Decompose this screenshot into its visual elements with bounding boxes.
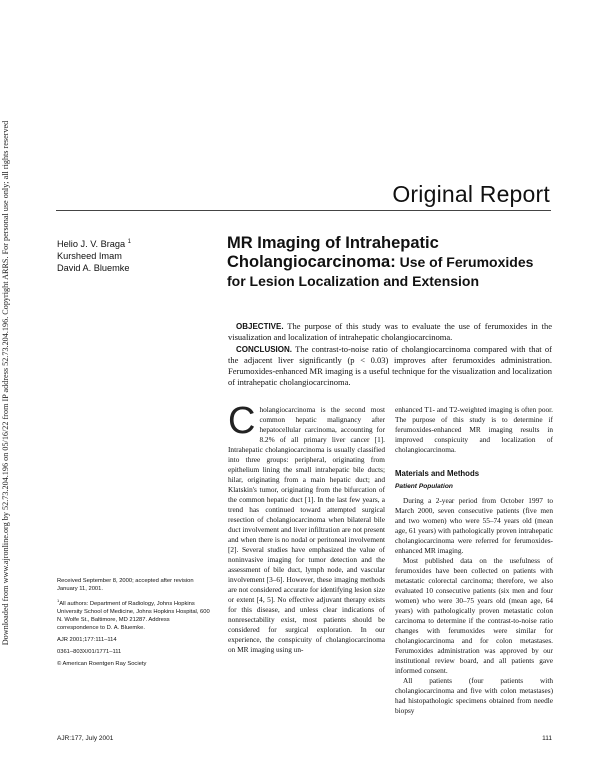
abstract-conclusion: CONCLUSION. The contrast-to-noise ratio of cholangiocarcinoma compared with that of the adjacent liver significantly (p < 0.03) improves after ferumoxides administration. Ferumoxides-enhanced MR imaging is a useful technique for the visualization and localization of intrahepatic cholangiocarcinoma. <box>228 344 552 387</box>
body-column-right <box>395 405 553 716</box>
body-paragraph: During a 2-year period from October 1997 to March 2000, seven consecutive patients (five men and two women) who were 55–74 years old (mean age, 61 years) with pathologically proven intrahepatic cholangiocarcinoma were referred for ferumoxides-enhanced MR imaging. <box>395 496 553 555</box>
citation: AJR 2001;177:111–114 <box>57 636 117 643</box>
journal-footer: AJR:177, July 2001 <box>57 735 114 742</box>
section-heading: Materials and Methods <box>395 469 480 478</box>
footnotes <box>57 577 210 672</box>
drop-cap: C <box>228 400 256 442</box>
copyright: © American Roentgen Ray Society <box>57 660 147 667</box>
body-column-left <box>228 400 385 655</box>
author-name: Kursheed Imam <box>57 251 122 262</box>
issn: 0361–803X/01/1771–111 <box>57 648 122 655</box>
body-paragraph: Most published data on the usefulness of ferumoxides have been collected on patients with metastatic colorectal carcinoma; therefore, we also evaluated 10 consecutive patients (six men and four women) who were 30–75 years old (mean age, 64 years) with pathologically proven metastatic colon carcinoma to determine if the contrast-to-noise ratio changes with ferumoxides were similar for cholangiocarcinoma and for colon metastases. Ferumoxides administration was approved by our institutional review board, and all patients gave informed consent. <box>395 556 553 675</box>
author-name: Helio J. V. Braga $^1$ <box>57 239 131 250</box>
abstract <box>228 321 552 389</box>
article-title <box>227 234 552 291</box>
body-paragraph: All patients (four patients with cholangiocarcinoma and five with colon metastases) had histopathologic specimens obtained from needle biopsy <box>395 676 553 715</box>
subsection-heading: Patient Population <box>395 483 453 490</box>
author-affiliation: $^1$All authors: Department of Radiology, Johns Hopkins University School of Medicine, Johns Hopkins Hospital, 600 N. Wolfe St., Baltimore, MD 21287. Address correspondence to D. A. Bluemke. <box>57 598 210 631</box>
report-type-heading: Original Report <box>392 181 550 207</box>
received-dates: Received September 8, 2000; accepted after revision January 11, 2001. <box>57 578 194 592</box>
header-rule <box>56 210 551 211</box>
page-number: 111 <box>542 735 552 742</box>
author-list <box>57 236 207 274</box>
intro-paragraph-continued: enhanced T1- and T2-weighted imaging is often poor. The purpose of this study is to determine if ferumoxides-enhanced MR imaging results in improved conspicuity and localization of cholangiocarcinoma. <box>395 405 553 454</box>
intro-paragraph: Cholangiocarcinoma is the second most common hepatic malignancy after hepatocellular carcinoma, accounting for 8.2% of all primary liver cancer [1]. Intrahepatic cholangiocarcinoma is usually classified into three groups: peripheral, originating from epithelium lining the small intrahepatic bile ducts; hilar, originating from a main hepatic duct; and Klatskin's tumor, originating from the bifurcation of the common hepatic duct [1]. In the last few years, a trend has continued toward attempted surgical resection of cholangiocarcinoma when bilateral bile duct involvement and liver infiltration are not present and when there is no nodal or peritoneal involvement [2]. Several studies have emphasized the value of noninvasive imaging for tumor detection and the assessment of bile duct, lymph node, and vascular involvement [3–6]. However, these imaging methods are not considered accurate for identifying lesion size or extent [4, 5]. No effective adjuvant therapy exists for this disease, and unless clear indications of nonresectability exist, most patients should be considered for surgical exploration. In our experience, the conspicuity of cholangiocarcinoma on MR imaging using un- <box>228 400 385 654</box>
abstract-objective: OBJECTIVE. The purpose of this study was to evaluate the use of ferumoxides in the visualization and localization of intrahepatic cholangiocarcinoma. <box>228 321 552 342</box>
author-name: David A. Bluemke <box>57 263 130 274</box>
article-title-main: MR Imaging of Intrahepatic Cholangiocarcinoma: <box>227 234 439 271</box>
download-notice: Downloaded from www.ajronline.org by 52.73.204.196 on 05/16/22 from IP address 52.73.204.196. Copyright ARRS. For personal use only; all rights reserved <box>1 120 10 646</box>
article-title-subtitle: Use of Ferumoxides for Lesion Localization and Extension <box>227 254 534 289</box>
